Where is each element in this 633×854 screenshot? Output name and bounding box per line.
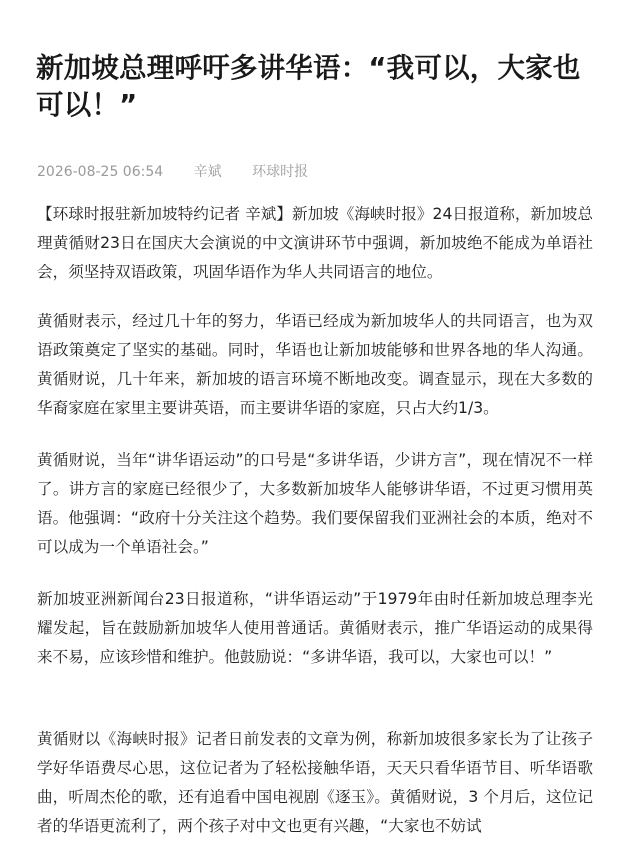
author-name[interactable]: 辛斌 [193, 164, 222, 180]
article-meta [37, 162, 308, 182]
source-name[interactable]: 环球时报 [252, 164, 309, 180]
paragraph: 黄循财说，当年“讲华语运动”的口号是“多讲华语，少讲方言”，现在情况不一样了。讲方言的家庭已经很少了，大多数新加坡华人能够讲华语，不过更习惯用英语。他强调：“政府十分关注这个趋势。我们要保留我们亚洲社会的本质，绝对不可以成为一个单语社会。” [37, 451, 593, 556]
paragraph: 黄循财表示，经过几十年的努力，华语已经成为新加坡华人的共同语言，也为双语政策奠定了坚实的基础。同时，华语也让新加坡能够和世界各地的华人沟通。黄循财说，几十年来，新加坡的语言环境不断地改变。调查显示，现在大多数的华裔家庭在家里主要讲英语，而主要讲华语的家庭，只占大约1/3。 [37, 312, 593, 417]
article-title: 新加坡总理呼吁多讲华语：“我可以，大家也可以！” [36, 52, 581, 121]
paragraph: 黄循财以《海峡时报》记者日前发表的文章为例，称新加坡很多家长为了让孩子学好华语费尽心思，这位记者为了轻松接触华语，天天只看华语节目、听华语歌曲，听周杰伦的歌，还有追看中国电视剧《逐玉》。黄循财说，3 个月后，这位记者的华语更流利了，两个孩子对中文也更有兴趣，“大家也不妨试 [37, 730, 593, 835]
paragraph: 【环球时报驻新加坡特约记者 辛斌】新加坡《海峡时报》24日报道称，新加坡总理黄循财23日在国庆大会演说的中文演讲环节中强调，新加坡绝不能成为单语社会，须坚持双语政策，巩固华语作为华人共同语言的地位。 [37, 205, 593, 281]
publish-date: 2026-08-25 06:54 [37, 164, 164, 180]
paragraph: 新加坡亚洲新闻台23日报道称，“讲华语运动”于1979年由时任新加坡总理李光耀发起，旨在鼓励新加坡华人使用普通话。黄循财表示，推广华语运动的成果得来不易，应该珍惜和维护。他鼓励说：“多讲华语，我可以，大家也可以！” [37, 590, 593, 666]
